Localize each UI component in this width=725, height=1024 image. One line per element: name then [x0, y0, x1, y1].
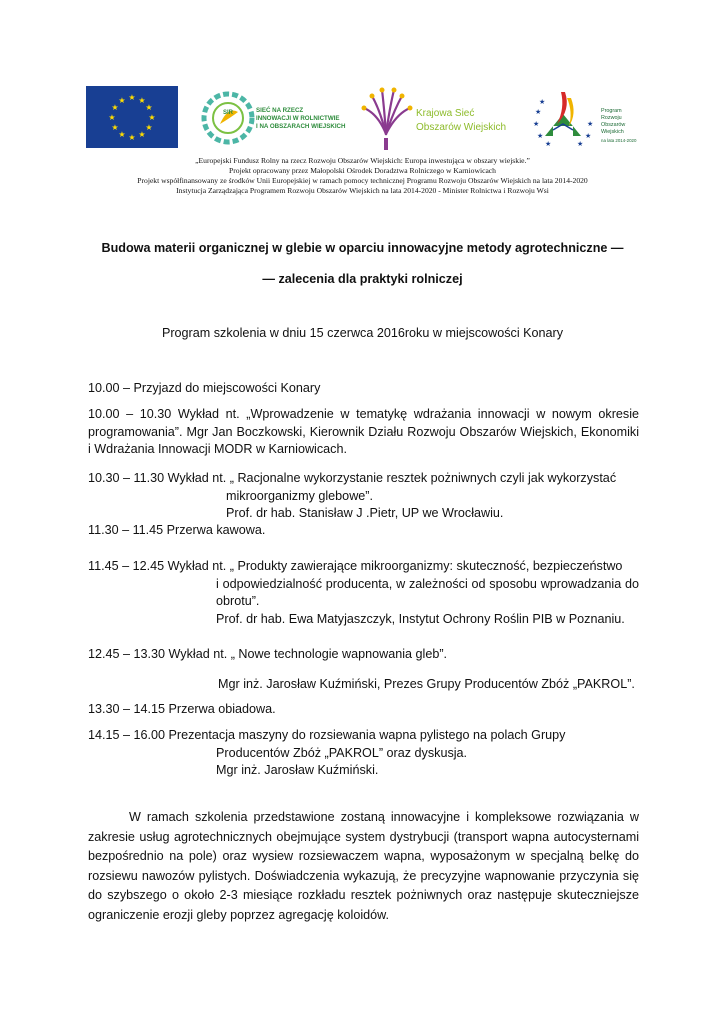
svg-text:★: ★ — [128, 93, 136, 102]
program-item-presentation — [88, 727, 639, 780]
sir-line-3: I NA OBSZARACH WIEJSKICH — [256, 123, 346, 130]
sir-logo — [198, 84, 358, 152]
svg-text:★: ★ — [148, 113, 156, 122]
program-item-text: 11.30 – 11.45 Przerwa kawowa. — [88, 523, 266, 537]
svg-text:★: ★ — [138, 130, 146, 139]
svg-text:★: ★ — [587, 120, 594, 128]
svg-text:★: ★ — [108, 113, 116, 122]
program-item-line: 10.30 – 11.30 Wykład nt. „ Racjonalne wykorzystanie resztek pożniwnych czyli jak wykorzystać — [88, 471, 617, 485]
svg-text:★: ★ — [535, 108, 542, 116]
svg-text:★: ★ — [537, 132, 544, 140]
svg-text:★: ★ — [545, 140, 552, 148]
svg-text:★: ★ — [145, 103, 153, 112]
svg-text:★: ★ — [533, 120, 540, 128]
program-item-line: Producentów Zbóż „PAKROL” oraz dyskusja. — [216, 745, 468, 760]
program-item-line: 11.45 – 12.45 Wykład nt. „ Produkty zawierające mikroorganizmy: skuteczność, bezpieczeństwo — [88, 559, 623, 573]
svg-text:★: ★ — [145, 123, 153, 132]
program-item-text: Mgr inż. Jarosław Kuźmiński, Prezes Grupy Producentów Zbóż „PAKROL”. — [218, 677, 635, 691]
svg-text:★: ★ — [539, 98, 546, 106]
program-item-coffee-break — [88, 522, 639, 540]
program-subtitle: Program szkolenia w dniu 15 czerwca 2016roku w miejscowości Konary — [161, 326, 564, 340]
document-title-line-1: Budowa materii organicznej w glebie w oparciu innowacyjne metody agrotechniczne — — [101, 241, 624, 255]
program-item-line: mikroorganizmy glebowe”. — [226, 488, 373, 503]
eu-flag-icon — [86, 86, 178, 148]
ksow-logo — [358, 84, 518, 156]
svg-text:★: ★ — [577, 140, 584, 148]
program-item-line: 14.15 – 16.00 Prezentacja maszyny do rozsiewania wapna pylistego na polach Grupy — [88, 728, 566, 742]
program-item-line: Prof. dr hab. Stanisław J .Pietr, UP we Wrocławiu. — [226, 506, 504, 520]
ksow-line-2: Obszarów Wiejskich — [416, 122, 507, 133]
svg-text:★: ★ — [111, 103, 119, 112]
program-item-line: Mgr inż. Jarosław Kuźmiński. — [216, 763, 379, 777]
svg-text:★: ★ — [128, 133, 136, 142]
program-item-lecture-2 — [88, 470, 639, 523]
sir-badge-text: SIR — [222, 110, 234, 116]
program-item-lecture-1 — [88, 406, 639, 459]
prow-line-2: Rozwoju — [601, 115, 622, 121]
prow-line-5: na lata 2014-2020 — [601, 138, 637, 143]
program-item-text: 10.00 – 10.30 Wykład nt. „Wprowadzenie w tematykę wdrażania innowacji w nowym okresie programowania”. Mgr Jan Boczkowski, Kierownik Działu Rozwoju Obszarów Wiejskich, Ekonomiki i Wdrażania Innowacji MODR w Karniowicach. — [88, 407, 639, 456]
prow-line-1: Program — [601, 108, 622, 114]
program-item-arrival — [88, 380, 639, 398]
program-item-line: i odpowiedzialność producenta, w zależności od sposobu wprowadzania do obrotu”. — [216, 576, 639, 608]
program-item-text: 13.30 – 14.15 Przerwa obiadowa. — [88, 702, 276, 716]
prow-line-3: Obszarów — [601, 122, 626, 128]
svg-text:★: ★ — [111, 123, 119, 132]
svg-text:★: ★ — [138, 96, 146, 105]
svg-text:★: ★ — [118, 96, 126, 105]
sir-line-1: SIEĆ NA RZECZ — [256, 107, 304, 114]
program-item-lecture-4 — [88, 646, 639, 664]
program-item-text: 12.45 – 13.30 Wykład nt. „ Nowe technologie wapnowania gleb”. — [88, 647, 448, 661]
program-item-text: 10.00 – Przyjazd do miejscowości Konary — [88, 381, 321, 395]
training-description: W ramach szkolenia przedstawione zostaną innowacyjne i kompleksowe rozwiązania w zakresie usług agrotechnicznych obejmujące system dystrybucji (transport wapna autocysternami bezpośrednio na pole) oraz wysiew rozsiewaczem wapna, wyposażonym w specjalną belkę do rozsiewu nawozów pylistych. Doświadczenia wykazują, że precyzyjne wapnowanie przyczynia się do szybszego o około 2-3 miesiące rozkładu resztek pożniwnych oraz następuje skuteczniejsze ograniczenie erozji gleby poprzez agregację koloidów. — [88, 810, 639, 922]
sir-line-2: INNOWACJI W ROLNICTWIE — [256, 115, 340, 122]
program-item-lunch-break — [88, 701, 639, 719]
logo-strip — [86, 84, 646, 156]
prow-logo — [531, 84, 646, 156]
program-item-line: Prof. dr hab. Ewa Matyjaszczyk, Instytut Ochrony Roślin PIB w Poznaniu. — [216, 611, 625, 626]
svg-text:★: ★ — [118, 130, 126, 139]
document-title-line-2: — zalecenia dla praktyki rolniczej — [262, 272, 463, 286]
svg-text:★: ★ — [585, 132, 592, 140]
funding-line-4: Instytucja Zarządzająca Programem Rozwoju Obszarów Wiejskich na lata 2014-2020 - Minister Rolnictwa i Rozwoju Wsi — [176, 186, 549, 195]
funding-notice — [90, 156, 635, 196]
eu-flag-stars — [86, 86, 178, 148]
prow-line-4: Wiejskich — [601, 129, 624, 135]
program-item-lecturer-4 — [88, 676, 639, 694]
program-item-lecture-3 — [88, 558, 639, 628]
ksow-line-1: Krajowa Sieć — [416, 108, 475, 119]
funding-line-2: Projekt opracowany przez Małopolski Ośrodek Doradztwa Rolniczego w Karniowicach — [229, 166, 496, 175]
funding-line-1: „Europejski Fundusz Rolny na rzecz Rozwoju Obszarów Wiejskich: Europa inwestująca w obszary wiejskie.” — [195, 156, 530, 165]
funding-line-3: Projekt współfinansowany ze środków Unii Europejskiej w ramach pomocy technicznej Programu Rozwoju Obszarów Wiejskich na lata 2014-2020 — [137, 176, 588, 185]
